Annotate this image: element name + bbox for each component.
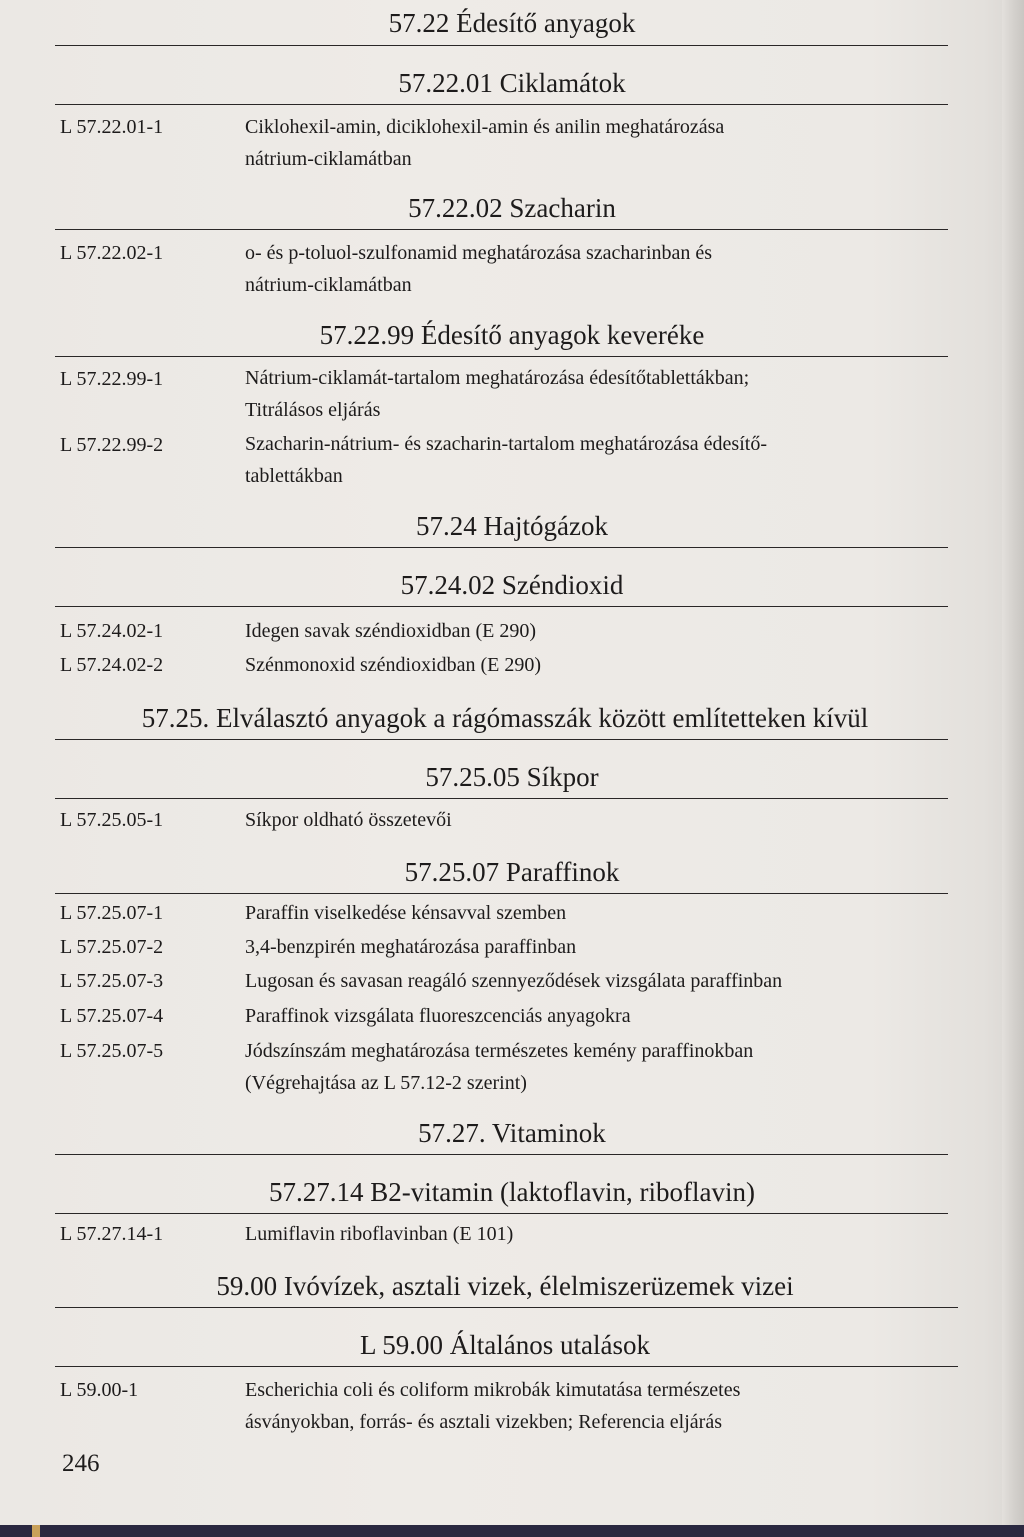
- entry-description: [245, 428, 767, 492]
- bottom-binding-strip: [0, 1525, 1024, 1537]
- description-line: tablettákban: [245, 465, 343, 487]
- section-heading-59-00: 59.00 Ivóvízek, asztali vizek, élelmiszerüzemek vizei: [216, 1271, 794, 1301]
- heading-rule: [55, 739, 948, 740]
- entry-description: [245, 804, 452, 836]
- description-line: nátrium-ciklamátban: [245, 148, 412, 170]
- description-line: Titrálásos eljárás: [245, 399, 381, 421]
- subsection-heading-57-22-02: 57.22.02 Szacharin: [408, 193, 616, 223]
- entry-code: L 57.25.07-5: [60, 1040, 164, 1062]
- section-heading-57-24: 57.24 Hajtógázok: [416, 511, 608, 541]
- heading-rule: [55, 1154, 948, 1155]
- entry-description: [245, 237, 712, 301]
- subsection-heading-l-59-00: L 59.00 Általános utalások: [360, 1330, 650, 1360]
- description-line: Szacharin-nátrium- és szacharin-tartalom meghatározása édesítő-: [245, 433, 767, 455]
- heading-rule: [55, 1213, 948, 1214]
- entry-description: [245, 362, 749, 426]
- description-line: Idegen savak széndioxidban (E 290): [245, 620, 537, 642]
- entry-description: [245, 931, 576, 963]
- entry-description: [245, 1374, 740, 1438]
- heading-rule: [55, 1307, 958, 1308]
- entry-code: L 57.24.02-1: [60, 620, 164, 642]
- entry-code: L 57.22.99-1: [60, 368, 164, 390]
- page-number: 246: [62, 1450, 100, 1477]
- entry-code: L 57.25.07-4: [60, 1005, 164, 1027]
- heading-rule: [55, 229, 948, 230]
- section-heading-57-27: 57.27. Vitaminok: [418, 1118, 606, 1148]
- heading-rule: [55, 893, 948, 894]
- entry-description: [245, 965, 782, 997]
- subsection-heading-57-25-07: 57.25.07 Paraffinok: [404, 857, 620, 887]
- heading-rule: [55, 104, 948, 105]
- heading-rule: [55, 1366, 958, 1367]
- entry-code: L 57.25.05-1: [60, 809, 164, 831]
- subsection-heading-57-22-99: 57.22.99 Édesítő anyagok keveréke: [319, 320, 705, 350]
- entry-description: [245, 1035, 753, 1099]
- heading-rule: [55, 356, 948, 357]
- description-line: Paraffin viselkedése kénsavval szemben: [245, 902, 567, 924]
- section-heading-57-25: 57.25. Elválasztó anyagok a rágómasszák között említetteken kívül: [141, 703, 869, 733]
- description-line: Ciklohexil-amin, diciklohexil-amin és anilin meghatározása: [245, 116, 725, 138]
- description-line: Nátrium-ciklamát-tartalom meghatározása édesítőtablettákban;: [245, 367, 750, 389]
- bookmark-ribbon: [32, 1525, 40, 1537]
- description-line: Paraffinok vizsgálata fluoreszcenciás anyagokra: [245, 1005, 631, 1027]
- heading-rule: [55, 45, 948, 46]
- description-line: nátrium-ciklamátban: [245, 274, 412, 296]
- subsection-heading-57-22-01: 57.22.01 Ciklamátok: [398, 68, 626, 98]
- heading-rule: [55, 547, 948, 548]
- entry-code: L 57.22.99-2: [60, 434, 164, 456]
- entry-description: [245, 1000, 631, 1032]
- description-line: o- és p-toluol-szulfonamid meghatározása szacharinban és: [245, 242, 713, 264]
- entry-code: L 57.25.07-3: [60, 970, 164, 992]
- description-line: ásványokban, forrás- és asztali vizekben; Referencia eljárás: [245, 1411, 722, 1433]
- entry-description: [245, 111, 724, 175]
- description-line: Escherichia coli és coliform mikrobák kimutatása természetes: [245, 1379, 741, 1401]
- entry-description: [245, 649, 541, 681]
- entry-code: L 57.27.14-1: [60, 1223, 164, 1245]
- description-line: Jódszínszám meghatározása természetes kemény paraffinokban: [245, 1040, 754, 1062]
- entry-description: [245, 897, 566, 929]
- entry-code: L 59.00-1: [60, 1379, 139, 1401]
- description-line: Lumiflavin riboflavinban (E 101): [245, 1223, 514, 1245]
- section-heading-57-22: 57.22 Édesítő anyagok: [388, 8, 636, 38]
- subsection-heading-57-27-14: 57.27.14 B2-vitamin (laktoflavin, riboflavin): [269, 1177, 755, 1207]
- heading-rule: [55, 798, 948, 799]
- subsection-heading-57-24-02: 57.24.02 Széndioxid: [400, 570, 624, 600]
- entry-code: L 57.24.02-2: [60, 654, 164, 676]
- description-line: Lugosan és savasan reagáló szennyeződések vizsgálata paraffinban: [245, 970, 783, 992]
- entry-description: [245, 615, 536, 647]
- subsection-heading-57-25-05: 57.25.05 Síkpor: [425, 762, 599, 792]
- description-line: 3,4-benzpirén meghatározása paraffinban: [245, 936, 577, 958]
- entry-description: [245, 1218, 513, 1250]
- entry-code: L 57.22.01-1: [60, 116, 164, 138]
- entry-code: L 57.25.07-2: [60, 936, 164, 958]
- description-line: Síkpor oldható összetevői: [245, 809, 452, 831]
- entry-code: L 57.25.07-1: [60, 902, 164, 924]
- description-line: Szénmonoxid széndioxidban (E 290): [245, 654, 542, 676]
- description-line: (Végrehajtása az L 57.12-2 szerint): [245, 1072, 527, 1094]
- entry-code: L 57.22.02-1: [60, 242, 164, 264]
- heading-rule: [55, 606, 948, 607]
